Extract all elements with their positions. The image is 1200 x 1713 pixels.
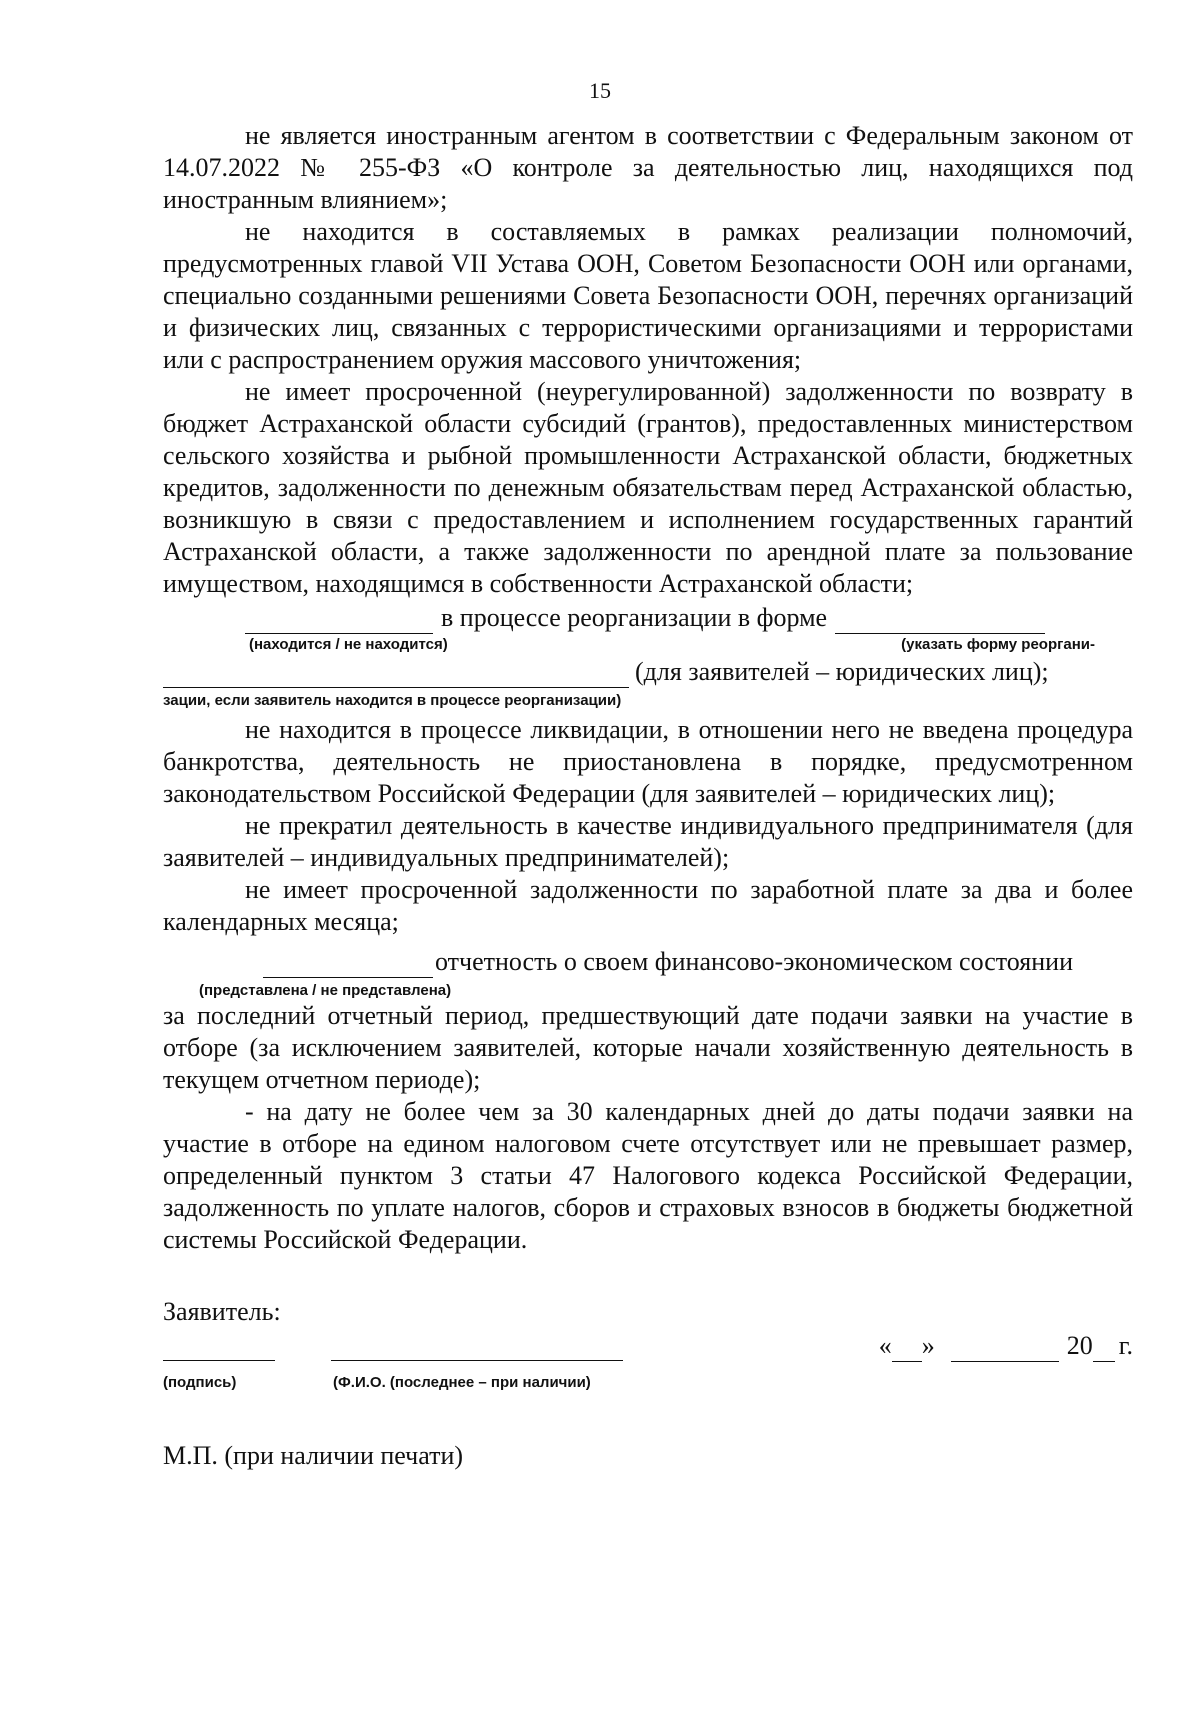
paragraph-wage-debt: не имеет просроченной задолженности по заработной плате за два и более календарных месяца; [163, 875, 1133, 936]
date-day-blank[interactable] [892, 1335, 922, 1362]
reorganization-block [163, 602, 1133, 710]
signature-captions [163, 1372, 1133, 1396]
reorg-legal-entities: (для заявителей – юридических лиц); [635, 657, 1049, 686]
report-status-blank[interactable] [263, 951, 433, 978]
paragraph-debt-budget: не имеет просроченной (неурегулированной) задолженности по возврату в бюджет Астраханской области субсидий (грантов), предоставленных министерством сельского хозяйства и рыбной промышленности Астраханской области, бюджетных кредитов, задолженности по денежным обязательствам перед Астраханской областью, возникшую в связи с предоставлением и исполнением государственных гарантий Астраханской области, а также задолженности по арендной плате за пользование имуществом, находящимся в собственности Астраханской области; [163, 377, 1133, 598]
paragraph-un-lists: не находится в составляемых в рамках реализации полномочий, предусмотренных главой VII Устава ООН, Советом Безопасности ООН или органами, специально созданными решениями Совета Безопасности ООН, перечнях организаций и физических лиц, связанных с террористическими организациями и террористами или с распространением оружия массового уничтожения; [163, 217, 1133, 374]
paragraph-tax-debt: - на дату не более чем за 30 календарных дней до даты подачи заявки на участие в отборе на едином налоговом счете отсутствует или не превышает размер, определенный пунктом 3 статьи 47 Налогового кодекса Российской Федерации, задолженность по уплате налогов, сборов и страховых взносов в бюджеты бюджетной системы Российской Федерации. [163, 1097, 1133, 1254]
date-field [879, 1330, 1133, 1362]
paragraph-foreign-agent: не является иностранным агентом в соответствии с Федеральным законом от 14.07.2022 № 255-ФЗ «О контроле за деятельностью лиц, находящихся под иностранным влиянием»; [163, 121, 1133, 214]
reporting-block [163, 946, 1133, 1000]
reorg-form-blank[interactable] [835, 607, 1045, 634]
report-status-caption: (представлена / не представлена) [199, 982, 452, 999]
reorg-form-caption-2: зации, если заявитель находится в процессе реорганизации) [163, 692, 622, 709]
name-blank[interactable] [331, 1334, 623, 1361]
date-year: 20 [1066, 1331, 1093, 1360]
date-year-blank[interactable] [1093, 1335, 1115, 1362]
report-text: отчетность о своем финансово-экономическом состоянии [435, 947, 1073, 976]
stamp-note: М.П. (при наличии печати) [163, 1441, 464, 1470]
date-close-quote: » [921, 1331, 935, 1360]
reorg-form-caption: (указать форму реоргани- [901, 636, 1095, 653]
signature-caption: (подпись) [163, 1374, 237, 1391]
reorg-status-blank[interactable] [245, 607, 433, 634]
date-open-quote: « [878, 1331, 892, 1360]
paragraph-liquidation: не находится в процессе ликвидации, в отношении него не введена процедура банкротства, деятельность не приостановлена в порядке, предусмотренном законодательством Российской Федерации (для заявителей – юридических лиц); [163, 715, 1133, 808]
page-number: 15 [589, 78, 611, 103]
date-year-suffix: г. [1118, 1331, 1133, 1360]
signature-row [163, 1328, 1133, 1372]
reorg-form-blank-2[interactable] [163, 661, 629, 688]
applicant-label: Заявитель: [163, 1297, 281, 1326]
name-caption: (Ф.И.О. (последнее – при наличии) [333, 1374, 591, 1391]
reorg-text: в процессе реорганизации в форме [441, 603, 828, 632]
reorg-status-caption: (находится / не находится) [249, 636, 448, 653]
date-month-blank[interactable] [951, 1335, 1059, 1362]
paragraph-entrepreneur: не прекратил деятельность в качестве индивидуального предпринимателя (для заявителей – индивидуальных предпринимателей); [163, 811, 1133, 872]
paragraph-report-period: за последний отчетный период, предшествующий дате подачи заявки на участие в отборе (за исключением заявителей, которые начали хозяйственную деятельность в текущем отчетном периоде); [163, 1001, 1133, 1094]
document-body [163, 120, 1133, 1472]
signature-blank[interactable] [163, 1334, 275, 1361]
